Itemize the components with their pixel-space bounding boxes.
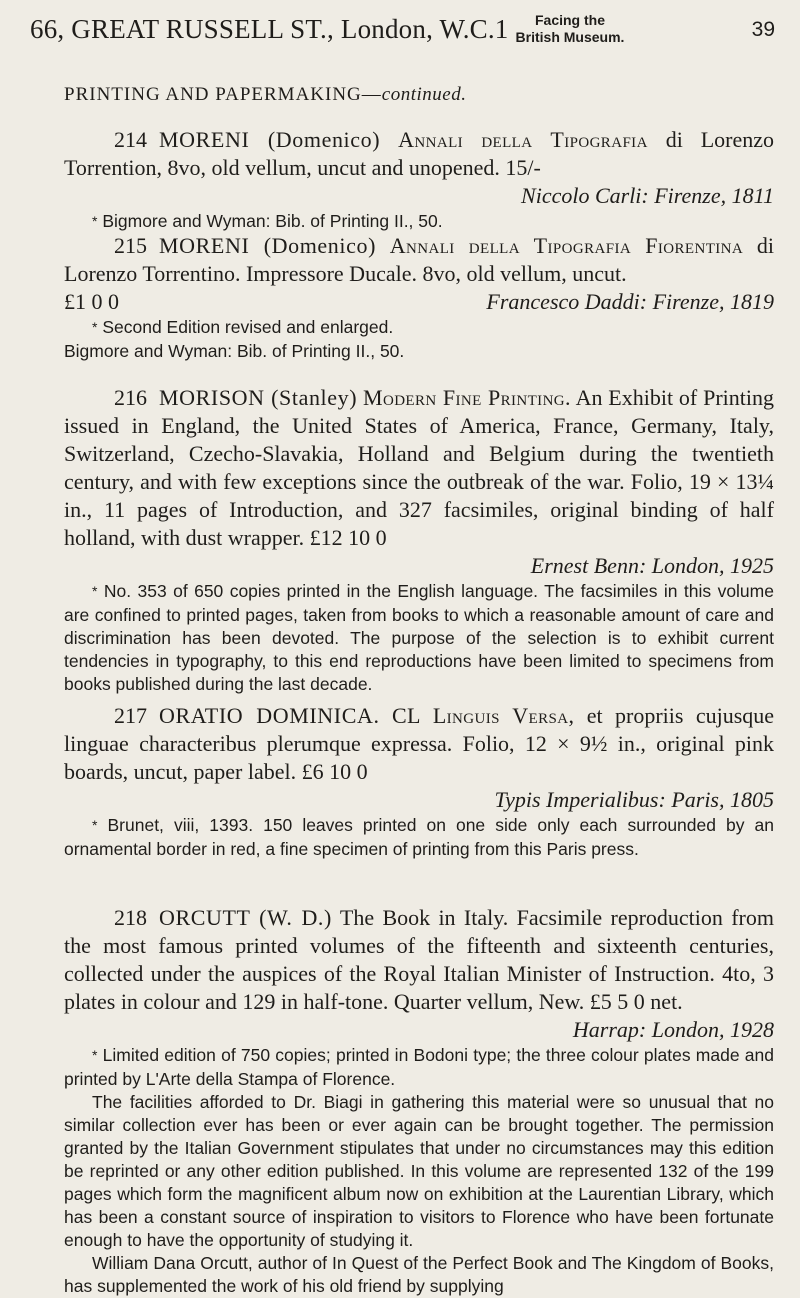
entry-author: ORCUTT (W. D.)	[159, 905, 332, 930]
entry-price-line	[64, 288, 774, 316]
entry-note	[64, 580, 774, 696]
note-asterisk: *	[92, 583, 98, 599]
note-text: Brunet, viii, 1393. 150 leaves printed on one side only each surrounded by an ornamental border in red, a fine specimen of printing from this Paris press.	[64, 815, 774, 859]
entry-note-paragraph: The facilities afforded to Dr. Biagi in gathering this material were so unusual that no similar collection ever has been or ever again can be brought together. The permission granted by the Italian Government stipulates that under no circumstances may this edition be reprinted or any other edition published. In this volume are represented 132 of the 199 pages which form the magnificent album now on exhibition at the Laurentian Library, which has been a constant source of inspiration to visitors to Florence who have been fortunate enough to have the opportunity of studying it.	[64, 1092, 774, 1250]
page-number: 39	[751, 18, 775, 41]
entry-number: 215	[114, 233, 147, 258]
entry-description: An Exhibit of Printing issued in England, the United States of America, France, Germany, Italy, Switzerland, Czecho-Slavakia, Holland and Belgium during the twentieth century, and with few exceptions since the outbreak of the war. Folio, 19 × 13¼ in., 11 pages of Introduction, and 327 facsimiles, original binding of half holland, with dust wrapper. £12 10 0	[64, 385, 774, 550]
entry-note-reference: Bigmore and Wyman: Bib. of Printing II., 50.	[64, 341, 405, 361]
entry-imprint: Ernest Benn: London, 1925	[530, 553, 774, 578]
entry-imprint: Typis Imperialibus: Paris, 1805	[494, 787, 774, 812]
entry-body	[64, 232, 774, 288]
entry-number: 216	[114, 385, 147, 410]
entry-description: et propriis cujusque linguae characteribus plerumque expressa. Folio, 12 × 9½ in., original pink boards, uncut, paper label. £6 10 0	[64, 703, 775, 784]
entry-imprint: Harrap: London, 1928	[572, 1017, 774, 1042]
entry-title: Annali della Tipografia Fiorentina	[389, 233, 744, 258]
note-asterisk: *	[92, 1047, 98, 1063]
entry-title: CL Linguis Versa,	[391, 703, 575, 728]
catalogue-entry-217	[64, 702, 774, 861]
section-continued: continued.	[381, 84, 467, 105]
note-asterisk: *	[92, 817, 98, 833]
page-header	[30, 8, 775, 68]
entry-note-paragraph: William Dana Orcutt, author of In Quest of the Perfect Book and The Kingdom of Books, has supplemented the work of his old friend by supplying	[64, 1253, 774, 1296]
entry-author: MORENI (Domenico)	[159, 233, 376, 258]
entry-description: di Lorenzo Torrention, 8vo, old vellum, uncut and unopened. 15/-	[64, 127, 775, 180]
entry-number: 214	[114, 127, 147, 152]
entry-author: MORISON (Stanley)	[159, 385, 358, 410]
note-text: Limited edition of 750 copies; printed in Bodoni type; the three colour plates made and printed by L'Arte della Stampa of Florence.	[64, 1045, 774, 1089]
entry-title: Annali della Tipografia	[398, 127, 648, 152]
note-asterisk: *	[92, 213, 98, 229]
entry-note	[64, 1044, 774, 1091]
note-text: No. 353 of 650 copies printed in the English language. The facsimiles in this volume are confined to printed pages, taken from books to which a reasonable amount of care and discrimination has been devoted. The purpose of the selection is to exhibit current tendencies in typography, to this end reproductions have been limited to specimens from books published during the last decade.	[64, 581, 774, 694]
entry-imprint: Francesco Daddi: Firenze, 1819	[486, 289, 774, 314]
entry-title: Modern Fine Printing.	[363, 385, 571, 410]
entry-imprint: Niccolo Carli: Firenze, 1811	[521, 183, 774, 208]
entry-number: 218	[114, 905, 147, 930]
entry-note	[64, 210, 774, 234]
entry-description: di Lorenzo Torrentino. Impressore Ducale. 8vo, old vellum, uncut.	[64, 233, 775, 286]
entry-note	[64, 814, 774, 861]
note-text: Bigmore and Wyman: Bib. of Printing II., 50.	[102, 211, 443, 231]
entry-author: MORENI (Domenico)	[159, 127, 381, 152]
section-title: PRINTING AND PAPERMAKING—	[64, 84, 382, 105]
entry-number: 217	[114, 703, 147, 728]
note-asterisk: *	[92, 319, 98, 335]
catalogue-entry-218	[64, 904, 774, 1298]
entry-body	[64, 126, 774, 182]
entry-description: The Book in Italy. Facsimile reproduction from the most famous printed volumes of the fifteenth and sixteenth centuries, collected under the auspices of the Royal Italian Minister of Instruction. 4to, 3 plates in colour and 129 in half-tone. Quarter vellum, New. £5 5 0 net.	[64, 905, 774, 1014]
bookseller-address: 66, GREAT RUSSELL ST., London, W.C.1	[30, 14, 509, 44]
catalogue-entry-215	[64, 232, 774, 363]
note-text: Second Edition revised and enlarged.	[102, 317, 394, 337]
entry-body	[64, 384, 774, 552]
entry-price: £1 0 0	[64, 289, 119, 314]
location-note-line1: Facing the	[534, 12, 605, 28]
entry-body	[64, 904, 774, 1016]
entry-body	[64, 702, 774, 786]
entry-note	[64, 316, 774, 340]
catalogue-entry-214	[64, 126, 774, 234]
location-note-line2: British Museum.	[515, 29, 625, 45]
entry-author: ORATIO DOMINICA.	[159, 703, 380, 728]
catalogue-entry-216	[64, 384, 774, 696]
section-heading	[64, 84, 466, 106]
location-note	[500, 12, 640, 46]
